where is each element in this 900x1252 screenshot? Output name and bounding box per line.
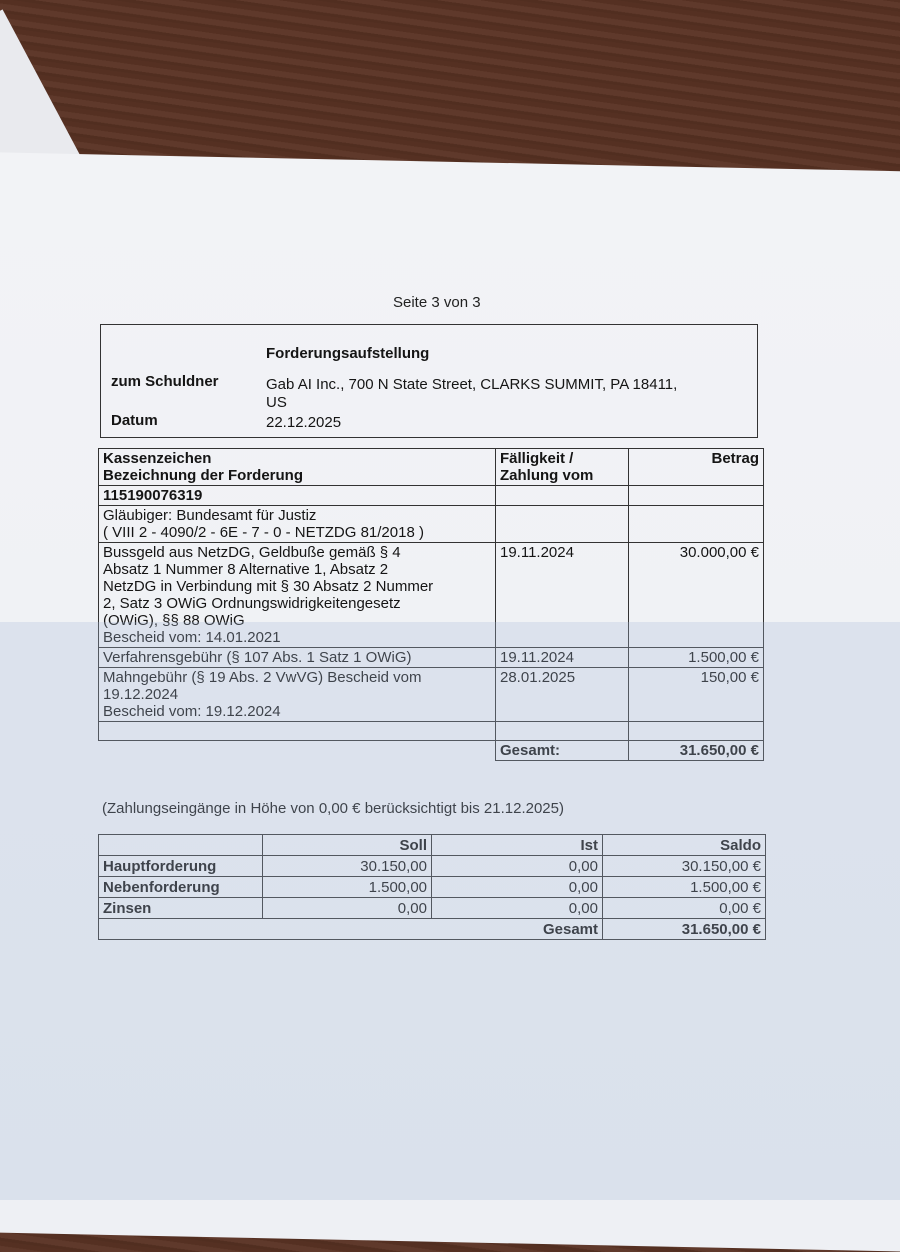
summary-row: Nebenforderung 1.500,00 0,00 1.500,00 € (99, 877, 766, 898)
reference-row (99, 486, 764, 506)
claims-total-value: 31.650,00 € (629, 741, 764, 761)
claim-item-amount: 1.500,00 € (629, 648, 764, 668)
date-value: 22.12.2025 (266, 414, 342, 431)
claim-item-amount: 30.000,00 € (629, 543, 764, 648)
summary-total-value: 31.650,00 € (603, 919, 766, 940)
summary-table (98, 834, 766, 940)
header-title: Forderungsaufstellung (266, 345, 430, 362)
claims-col-amount: Betrag (629, 449, 764, 486)
header-box (100, 324, 758, 438)
claim-item-date: 19.11.2024 (496, 543, 629, 648)
debtor-label: zum Schuldner (111, 373, 219, 390)
claims-header-row (99, 449, 764, 486)
date-label: Datum (111, 412, 158, 429)
summary-row: Zinsen 0,00 0,00 0,00 € (99, 898, 766, 919)
claims-table (98, 448, 764, 761)
debtor-line-2: US (266, 394, 287, 411)
summary-total-row (99, 919, 766, 940)
claim-item-description: Verfahrensgebühr (§ 107 Abs. 1 Satz 1 OWiG) (99, 648, 496, 668)
claim-item-description: Mahngebühr (§ 19 Abs. 2 VwVG) Bescheid vom 19.12.2024 Bescheid vom: 19.12.2024 (99, 668, 496, 722)
claim-item-row (99, 668, 764, 722)
summary-col-saldo: Saldo (603, 835, 766, 856)
claim-item-date: 19.11.2024 (496, 648, 629, 668)
summary-row: Hauptforderung 30.150,00 0,00 30.150,00 € (99, 856, 766, 877)
payment-note: (Zahlungseingänge in Höhe von 0,00 € berücksichtigt bis 21.12.2025) (102, 800, 564, 817)
claim-item-description: Bussgeld aus NetzDG, Geldbuße gemäß § 4 Absatz 1 Nummer 8 Alternative 1, Absatz 2 NetzDG in Verbindung mit § 30 Absatz 2 Nummer 2, Satz 3 OWiG Ordnungswidrigkeitengesetz (OWiG), §§ 88 OWiG Bescheid vom: 14.01.2021 (99, 543, 496, 648)
creditor-row (99, 506, 764, 543)
claims-total-row (99, 741, 764, 761)
summary-col-ist: Ist (432, 835, 603, 856)
page-number: Seite 3 von 3 (393, 294, 481, 311)
blank-row (99, 722, 764, 741)
claim-item-row (99, 543, 764, 648)
summary-header-row (99, 835, 766, 856)
claim-item-row (99, 648, 764, 668)
claims-total-label: Gesamt: (496, 741, 629, 761)
claims-col-due: Fälligkeit / Zahlung vom (496, 449, 629, 486)
summary-total-label: Gesamt (432, 919, 603, 940)
summary-col-soll: Soll (263, 835, 432, 856)
reference-number: 115190076319 (99, 486, 496, 506)
claim-item-amount: 150,00 € (629, 668, 764, 722)
creditor-cell: Gläubiger: Bundesamt für Justiz ( VIII 2 - 4090/2 - 6E - 7 - 0 - NETZDG 81/2018 ) (99, 506, 496, 543)
claims-col-reference: Kassenzeichen Bezeichnung der Forderung (99, 449, 496, 486)
claim-item-date: 28.01.2025 (496, 668, 629, 722)
debtor-line-1: Gab AI Inc., 700 N State Street, CLARKS SUMMIT, PA 18411, (266, 376, 678, 393)
